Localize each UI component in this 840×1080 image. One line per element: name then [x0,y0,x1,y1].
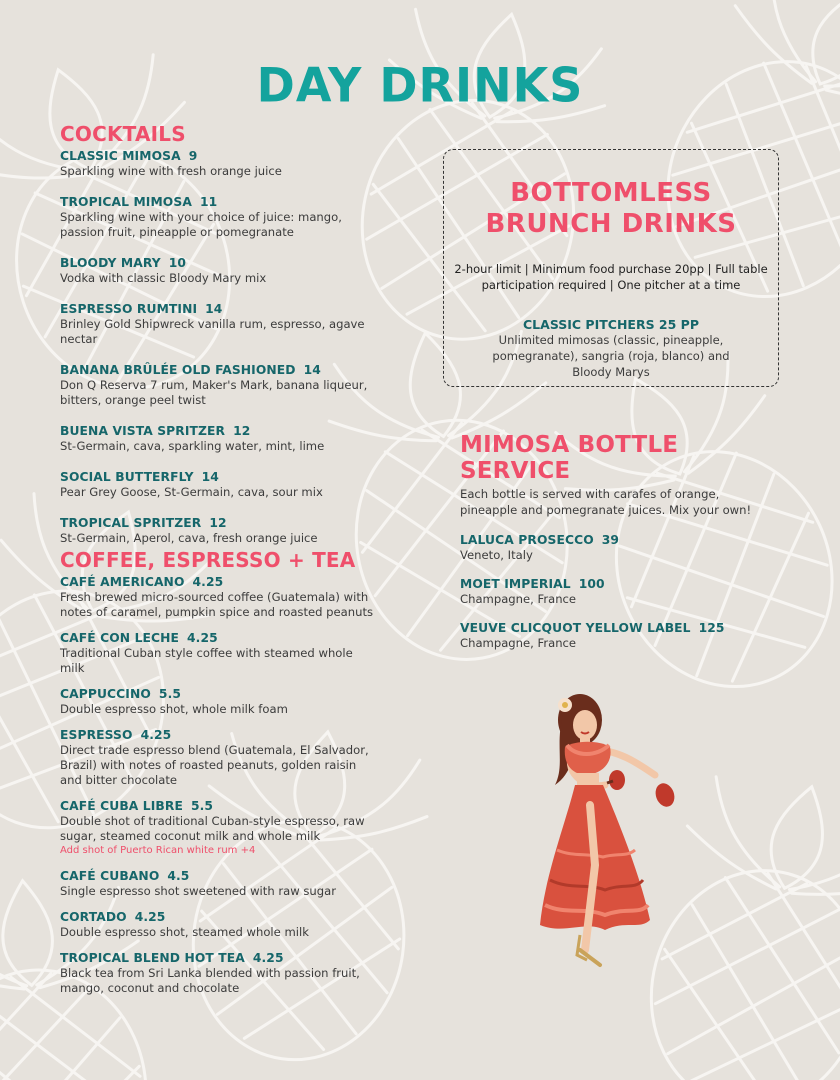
menu-item-description: Vodka with classic Bloody Mary mix [60,271,267,285]
mimosa-intro: Each bottle is served with carafes of orange, pineapple and pomegranate juices. Mix your own! [460,487,752,517]
cocktails-heading: COCKTAILS [60,122,186,146]
menu-item-title [60,469,380,485]
menu-item-price: 100 [578,577,605,591]
menu-item-name: BLOODY MARY [60,256,161,270]
menu-item-description: Single espresso shot sweetened with raw sugar [60,884,337,898]
menu-item-price: 5.5 [190,799,214,813]
menu-item-description: Double espresso shot, whole milk foam [60,702,288,716]
menu-item-description: Traditional Cuban style coffee with steamed whole milk [60,646,353,675]
menu-item-description: Pear Grey Goose, St-Germain, cava, sour mix [60,485,323,499]
menu-item-name: TROPICAL MIMOSA [60,195,192,209]
menu-item-title [60,909,380,925]
menu-item-name: SOCIAL BUTTERFLY [60,470,194,484]
mimosa-bottle-section [460,432,780,664]
menu-item [460,532,780,563]
mimosa-list [460,532,780,651]
menu-item [60,630,380,676]
menu-item [60,255,380,286]
menu-item-description: Veneto, Italy [460,548,533,562]
coffee-section [60,548,380,1006]
menu-item-name: ESPRESSO [60,728,133,742]
menu-item-title [60,950,380,966]
menu-item-name: TROPICAL BLEND HOT TEA [60,951,245,965]
menu-item [460,620,780,651]
menu-item-description: St-Germain, Aperol, cava, fresh orange juice [60,531,318,545]
menu-item [60,148,380,179]
menu-item-price: 4.25 [187,631,218,645]
menu-item-name: VEUVE CLICQUOT YELLOW LABEL [460,621,691,635]
menu-item-name: CAPPUCCINO [60,687,151,701]
menu-item-title [60,255,380,271]
mimosa-heading: MIMOSA BOTTLE SERVICE [460,432,679,484]
menu-item-title [60,301,380,317]
menu-item-name: CAFÉ AMERICANO [60,575,185,589]
menu-item-description: Sparkling wine with fresh orange juice [60,164,282,178]
menu-item-name: MOET IMPERIAL [460,577,571,591]
menu-item [60,868,380,899]
menu-item [60,950,380,996]
menu-item-title [460,576,780,592]
flamenco-dancer-illustration [525,685,705,985]
menu-item-description: St-Germain, cava, sparkling water, mint, lime [60,439,325,453]
menu-item [60,686,380,717]
menu-item-description: Champagne, France [460,636,577,650]
menu-item-price: 10 [168,256,187,270]
menu-item-title [60,868,380,884]
bottomless-title-line1: BOTTOMLESS [510,178,712,208]
menu-item-note: Add shot of Puerto Rican white rum +4 [60,845,256,856]
menu-item [60,909,380,940]
menu-item-description: Direct trade espresso blend (Guatemala, El Salvador, Brazil) with notes of roasted peanuts, golden raisin and bitter chocolate [60,743,369,787]
menu-item [60,423,380,454]
menu-item [60,574,380,620]
menu-item-price: 14 [205,302,223,316]
menu-item-description: Brinley Gold Shipwreck vanilla rum, espresso, agave nectar [60,317,365,346]
menu-item-description: Sparkling wine with your choice of juice: mango, passion fruit, pineapple or pomegranate [60,210,342,239]
menu-item [60,362,380,408]
menu-item-price: 125 [698,621,725,635]
bottomless-title [444,178,778,240]
menu-item-price: 4.5 [167,869,190,883]
menu-item-title [60,798,380,814]
page-title: DAY DRINKS [256,57,584,113]
menu-item-description: Double espresso shot, steamed whole milk [60,925,309,939]
menu-item-title [460,620,780,636]
menu-item-title [460,532,780,548]
pitcher-name: CLASSIC PITCHERS 25 PP [523,317,699,332]
menu-item-price: 4.25 [252,951,284,965]
menu-item [60,469,380,500]
menu-item-description: Double shot of traditional Cuban-style espresso, raw sugar, steamed coconut milk and whole milk [60,814,365,843]
coffee-heading: COFFEE, ESPRESSO + TEA [60,548,356,572]
menu-item-description: Don Q Reserva 7 rum, Maker's Mark, banana liqueur, bitters, orange peel twist [60,378,368,407]
menu-item-title [60,362,380,378]
menu-item [60,194,380,240]
bottomless-title-line2: BRUNCH DRINKS [485,209,737,239]
menu-item-title [60,423,380,439]
menu-item-price: 4.25 [140,728,172,742]
menu-item-description: Champagne, France [460,592,577,606]
menu-item-name: CAFÉ CUBANO [60,869,160,883]
menu-item-name: CAFÉ CON LECHE [60,631,180,645]
menu-item-name: BUENA VISTA SPRITZER [60,424,226,438]
menu-item-name: LALUCA PROSECCO [460,533,594,547]
menu-item-title [60,686,380,702]
menu-item-price: 4.25 [134,910,166,924]
menu-item-title [60,148,380,164]
menu-item [60,727,380,788]
menu-item-price: 9 [188,149,198,163]
menu-item-name: CLASSIC MIMOSA [60,149,181,163]
menu-item [460,576,780,607]
cocktails-section [60,122,380,561]
menu-item-price: 12 [233,424,251,438]
menu-item-price: 4.25 [192,575,224,589]
menu-item-title [60,727,380,743]
bottomless-brunch-box [443,149,779,387]
coffee-list [60,574,380,996]
menu-item-description: Black tea from Sri Lanka blended with passion fruit, mango, coconut and chocolate [60,966,360,995]
menu-item-price: 14 [201,470,219,484]
pitcher-description: Unlimited mimosas (classic, pineapple, pomegranate), sangria (roja, blanco) and Bloody Marys [492,333,730,379]
menu-item-price: 5.5 [158,687,182,701]
menu-item [60,301,380,347]
menu-item [60,798,380,858]
bottomless-info: 2-hour limit | Minimum food purchase 20pp | Full table participation required | One pitcher at a time [454,262,768,292]
menu-item-title [60,630,380,646]
menu-item-title [60,194,380,210]
menu-item-description: Fresh brewed micro-sourced coffee (Guatemala) with notes of caramel, pumpkin spice and roasted peanuts [60,590,374,619]
menu-item-name: TROPICAL SPRITZER [60,516,202,530]
menu-item-name: CORTADO [60,910,127,924]
cocktails-list [60,148,380,546]
menu-item-price: 12 [209,516,227,530]
menu-item-price: 39 [601,533,620,547]
menu-item-title [60,574,380,590]
menu-item-name: BANANA BRÛLÉE OLD FASHIONED [60,363,296,377]
menu-item [60,515,380,546]
menu-item-name: ESPRESSO RUMTINI [60,302,198,316]
menu-item-price: 14 [303,363,321,377]
menu-item-name: CAFÉ CUBA LIBRE [60,799,183,813]
menu-item-title [60,515,380,531]
menu-item-price: 11 [199,195,218,209]
